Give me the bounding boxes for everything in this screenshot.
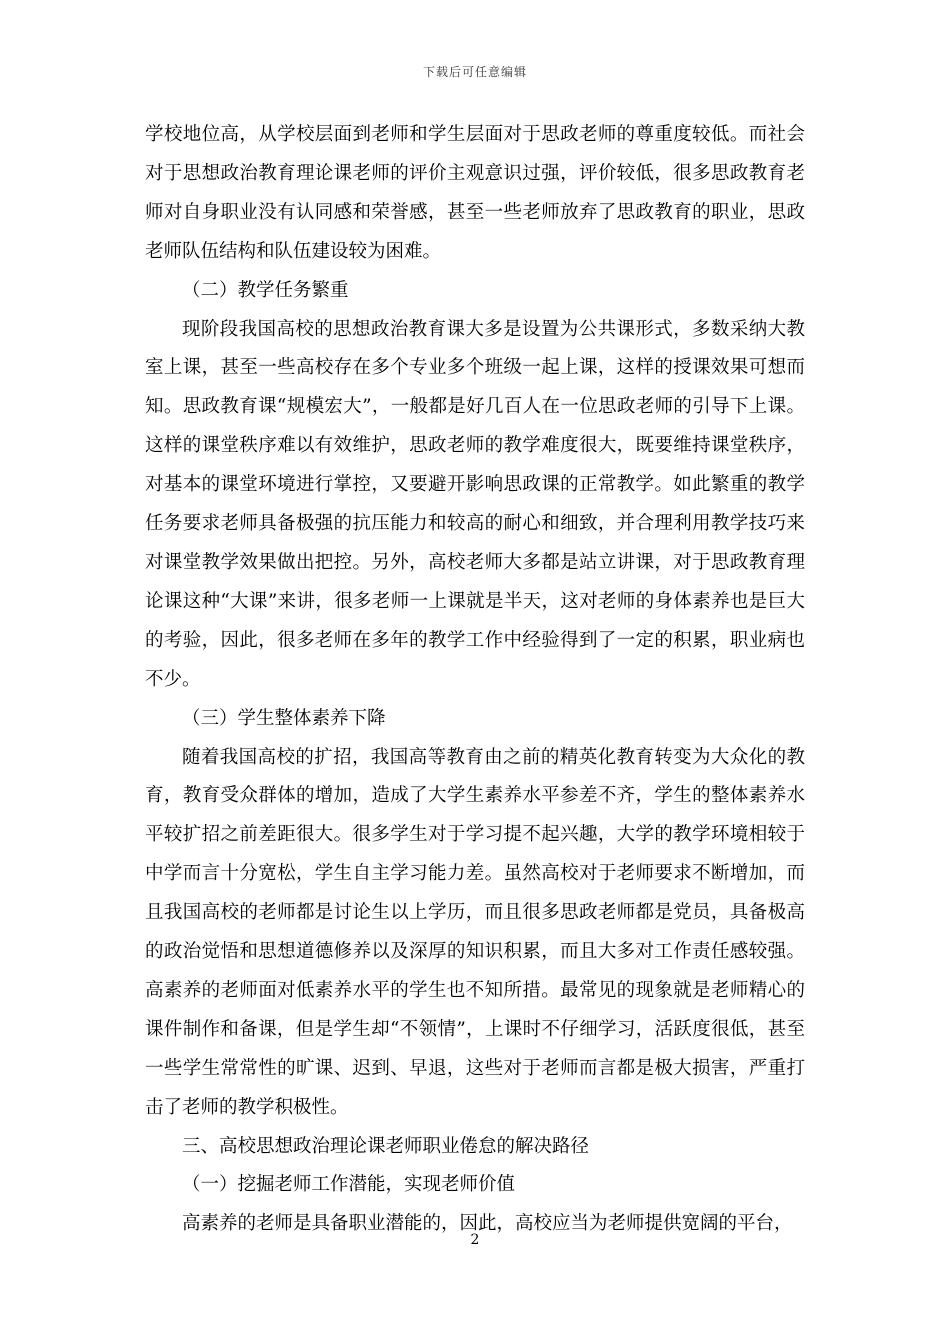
document-body <box>145 116 805 1244</box>
page-header: 下载后可任意编辑 <box>422 65 527 79</box>
page-number: 2 <box>470 1232 480 1248</box>
paragraph-4: 高素养的老师是具备职业潜能的，因此，高校应当为老师提供宽阔的平台， <box>182 1213 793 1235</box>
paragraph-1: 学校地位高，从学校层面到老师和学生层面对于思政老师的尊重度较低。而社会对于思想政治教育理论课老师的评价主观意识过强，评价较低，很多思政教育老师对自身职业没有认同感和荣誉感，甚至一些老师放弃了思政教育的职业，思政老师队伍结构和队伍建设较为困难。 <box>145 124 805 262</box>
section-heading-1: （一）挖掘老师工作潜能，实现老师价值 <box>182 1174 516 1196</box>
section-heading-3: （三）学生整体素养下降 <box>182 707 386 729</box>
chapter-heading-3: 三、高校思想政治理论课老师职业倦怠的解决路径 <box>182 1135 590 1157</box>
section-heading-2: （二）教学任务繁重 <box>182 279 349 301</box>
paragraph-2: 现阶段我国高校的思想政治教育课大多是设置为公共课形式，多数采纳大教室上课，甚至一些高校存在多个专业多个班级一起上课，这样的授课效果可想而知。思政教育课“规模宏大”，一般都是好几百人在一位思政老师的引导下上课。这样的课堂秩序难以有效维护，思政老师的教学难度很大，既要维持课堂秩序，对基本的课堂环境进行掌控，又要避开影响思政课的正常教学。如此繁重的教学任务要求老师具备极强的抗压能力和较高的耐心和细致，并合理利用教学技巧来对课堂教学效果做出把控。另外，高校老师大多都是站立讲课，对于思政教育理论课这种“大课”来讲，很多老师一上课就是半天，这对老师的身体素养也是巨大的考验，因此，很多老师在多年的教学工作中经验得到了一定的积累，职业病也不少。 <box>145 318 805 690</box>
paragraph-3: 随着我国高校的扩招，我国高等教育由之前的精英化教育转变为大众化的教育，教育受众群体的增加，造成了大学生素养水平参差不齐，学生的整体素养水平较扩招之前差距很大。很多学生对于学习提不起兴趣，大学的教学环境相较于中学而言十分宽松，学生自主学习能力差。虽然高校对于老师要求不断增加，而且我国高校的老师都是讨论生以上学历，而且很多思政老师都是党员，具备极高的政治觉悟和思想道德修养以及深厚的知识积累，而且大多对工作责任感较强。高素养的老师面对低素养水平的学生也不知所措。最常见的现象就是老师精心的课件制作和备课，但是学生却“不领情”，上课时不仔细学习，活跃度很低，甚至一些学生常常性的旷课、迟到、早退，这些对于老师而言都是极大损害，严重打击了老师的教学积极性。 <box>145 746 805 1118</box>
